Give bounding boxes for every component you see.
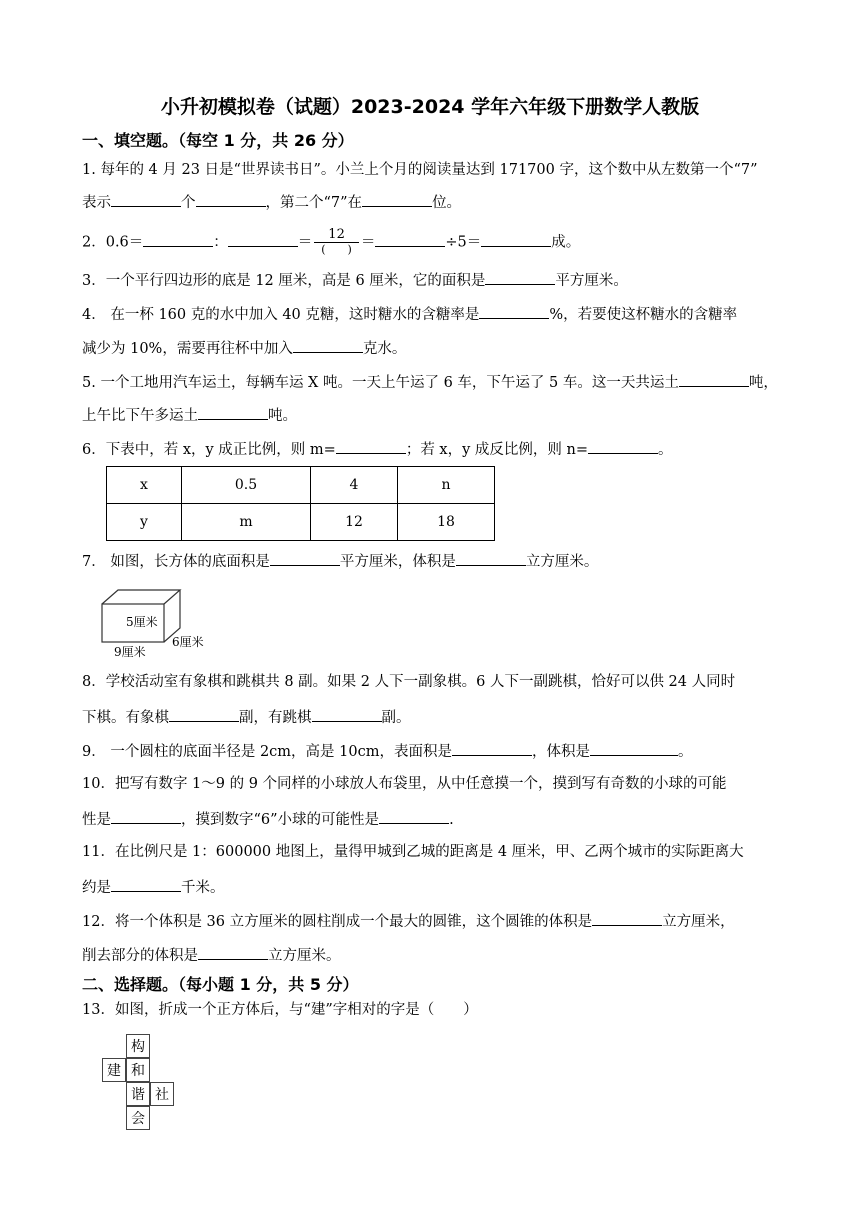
question-4-line-2	[82, 337, 782, 359]
answer-blank[interactable]	[111, 191, 181, 207]
answer-blank[interactable]	[588, 438, 658, 454]
answer-blank[interactable]	[592, 910, 662, 926]
q3-text: 3．一个平行四边形的底是 12 厘米，高是 6 厘米，它的面积是	[82, 273, 486, 289]
answer-blank[interactable]	[336, 438, 406, 454]
q12-text: 立方厘米。	[268, 948, 341, 964]
q1-text: 表示	[82, 195, 111, 211]
answer-blank[interactable]	[198, 944, 268, 960]
table-row	[107, 504, 495, 541]
q2-text: ＝	[360, 234, 376, 251]
q2-text: ＝	[297, 234, 313, 251]
net-cell: 会	[126, 1106, 150, 1130]
answer-blank[interactable]	[143, 231, 213, 247]
answer-blank[interactable]	[481, 231, 551, 247]
net-cell: 建	[102, 1058, 126, 1082]
answer-blank[interactable]	[111, 876, 181, 892]
table-cell: 4	[311, 467, 398, 504]
question-11-line-2	[82, 876, 782, 898]
question-10-line-1: 10．把写有数字 1～9 的 9 个同样的小球放人布袋里，从中任意摸一个，摸到写有奇数的小球的可能	[82, 776, 727, 792]
question-4-line-1	[82, 303, 782, 325]
question-7	[82, 550, 782, 572]
net-cell: 社	[150, 1082, 174, 1106]
q11-text: 约是	[82, 880, 111, 896]
question-13: 13．如图，折成一个正方体后，与“建”字相对的字是（ ）	[82, 1002, 478, 1018]
question-8-line-1: 8．学校活动室有象棋和跳棋共 8 副。如果 2 人下一副象棋。6 人下一副跳棋，恰好可以供 24 人同时	[82, 674, 736, 690]
height-label: 5厘米	[126, 615, 158, 629]
q4-text: 4． 在一杯 160 克的水中加入 40 克糖，这时糖水的含糖率是	[82, 307, 480, 323]
answer-blank[interactable]	[228, 231, 298, 247]
question-8-line-2	[82, 706, 782, 728]
cuboid-figure	[96, 584, 216, 660]
net-cell: 谐	[126, 1082, 150, 1106]
cuboid-top-face	[102, 590, 180, 604]
q6-text: 。	[658, 442, 673, 458]
q6-text: ；若 x，y 成反比例，则 n=	[405, 442, 589, 458]
answer-blank[interactable]	[196, 191, 266, 207]
q9-text: ，体积是	[531, 744, 590, 760]
table-cell: 0.5	[182, 467, 311, 504]
question-1-line-2	[82, 191, 782, 213]
answer-blank[interactable]	[456, 550, 526, 566]
question-9	[82, 740, 782, 762]
width-label: 9厘米	[114, 645, 146, 659]
answer-blank[interactable]	[375, 231, 445, 247]
table-cell: 18	[398, 504, 495, 541]
section-multiple-choice: 二、选择题。（每小题 1 分，共 5 分）	[82, 975, 359, 994]
table-row	[107, 467, 495, 504]
answer-blank[interactable]	[590, 740, 678, 756]
q8-text: 副，有跳棋	[239, 710, 312, 726]
q8-text: 下棋。有象棋	[82, 710, 169, 726]
table-cell: y	[107, 504, 182, 541]
q6-text: 6．下表中，若 x，y 成正比例，则 m=	[82, 442, 336, 458]
answer-blank[interactable]	[479, 303, 549, 319]
xy-table	[106, 466, 495, 541]
q12-text: 削去部分的体积是	[82, 948, 198, 964]
question-5-line-1	[82, 371, 782, 393]
question-3	[82, 269, 782, 291]
net-cell: 和	[126, 1058, 150, 1082]
q5-text: 吨，	[748, 375, 778, 391]
answer-blank[interactable]	[312, 706, 382, 722]
answer-blank[interactable]	[111, 808, 181, 824]
q2-text: ÷5＝	[445, 234, 482, 251]
q4-text: 减少为 10%，需要再往杯中加入	[82, 341, 293, 357]
q5-text: 上午比下午多运土	[82, 408, 198, 424]
q10-text: ，摸到数字“6”小球的可能性是	[181, 812, 380, 828]
question-10-line-2	[82, 808, 782, 830]
q3-text: 平方厘米。	[555, 273, 628, 289]
q4-text: %，若要使这杯糖水的含糖率	[549, 307, 738, 323]
section-fill-in: 一、填空题。（每空 1 分，共 26 分）	[82, 131, 354, 150]
q7-text: 7． 如图，长方体的底面积是	[82, 554, 270, 570]
answer-blank[interactable]	[169, 706, 239, 722]
q10-text: 性是	[82, 812, 111, 828]
q2-text: 2．0.6＝	[82, 234, 144, 251]
fraction-denominator[interactable]: ( )	[321, 243, 352, 256]
answer-blank[interactable]	[452, 740, 532, 756]
answer-blank[interactable]	[362, 191, 432, 207]
q4-text: 克水。	[362, 341, 407, 357]
table-cell: 12	[311, 504, 398, 541]
question-5-line-2	[82, 404, 782, 426]
q9-text: 9． 一个圆柱的底面半径是 2cm，高是 10cm，表面积是	[82, 744, 452, 760]
answer-blank[interactable]	[379, 808, 449, 824]
answer-blank[interactable]	[293, 337, 363, 353]
answer-blank[interactable]	[270, 550, 340, 566]
table-cell: x	[107, 467, 182, 504]
q12-text: 12．将一个体积是 36 立方厘米的圆柱削成一个最大的圆锥，这个圆锥的体积是	[82, 914, 593, 930]
q1-text: 个	[181, 195, 196, 211]
answer-blank[interactable]	[679, 371, 749, 387]
net-cell: 构	[126, 1034, 150, 1058]
page-title: 小升初模拟卷（试题）2023-2024 学年六年级下册数学人教版	[160, 96, 700, 118]
answer-blank[interactable]	[485, 269, 555, 285]
table-cell: n	[398, 467, 495, 504]
q5-text: 5. 一个工地用汽车运土，每辆车运 X 吨。一天上午运了 6 车，下午运了 5 车。这一天共运土	[82, 375, 679, 391]
q7-text: 立方厘米。	[525, 554, 599, 570]
question-11-line-1: 11．在比例尺是 1：600000 地图上，量得甲城到乙城的距离是 4 厘米，甲、乙两个城市的实际距离大	[82, 844, 744, 860]
fraction	[314, 228, 359, 257]
question-6	[82, 438, 782, 460]
table-cell: m	[182, 504, 311, 541]
q1-text: ，第二个“7”在	[265, 195, 363, 211]
question-2	[82, 228, 782, 257]
depth-label: 6厘米	[172, 635, 204, 649]
q12-text: 立方厘米，	[662, 914, 735, 930]
q2-text: ：	[213, 234, 228, 251]
q10-text: .	[449, 812, 454, 828]
q5-text: 吨。	[268, 408, 297, 424]
q11-text: 千米。	[181, 880, 225, 896]
q1-text: 位。	[432, 195, 462, 211]
question-1-line-1: 1. 每年的 4 月 23 日是“世界读书日”。小兰上个月的阅读量达到 171700 字，这个数中从左数第一个“7”	[82, 162, 758, 178]
q2-text: 成。	[551, 234, 581, 251]
q9-text: 。	[677, 744, 693, 760]
fraction-numerator: 12	[314, 228, 359, 243]
q8-text: 副。	[381, 710, 411, 726]
answer-blank[interactable]	[198, 404, 268, 420]
q7-text: 平方厘米，体积是	[339, 554, 456, 570]
question-12-line-2	[82, 944, 782, 966]
question-12-line-1	[82, 910, 782, 932]
